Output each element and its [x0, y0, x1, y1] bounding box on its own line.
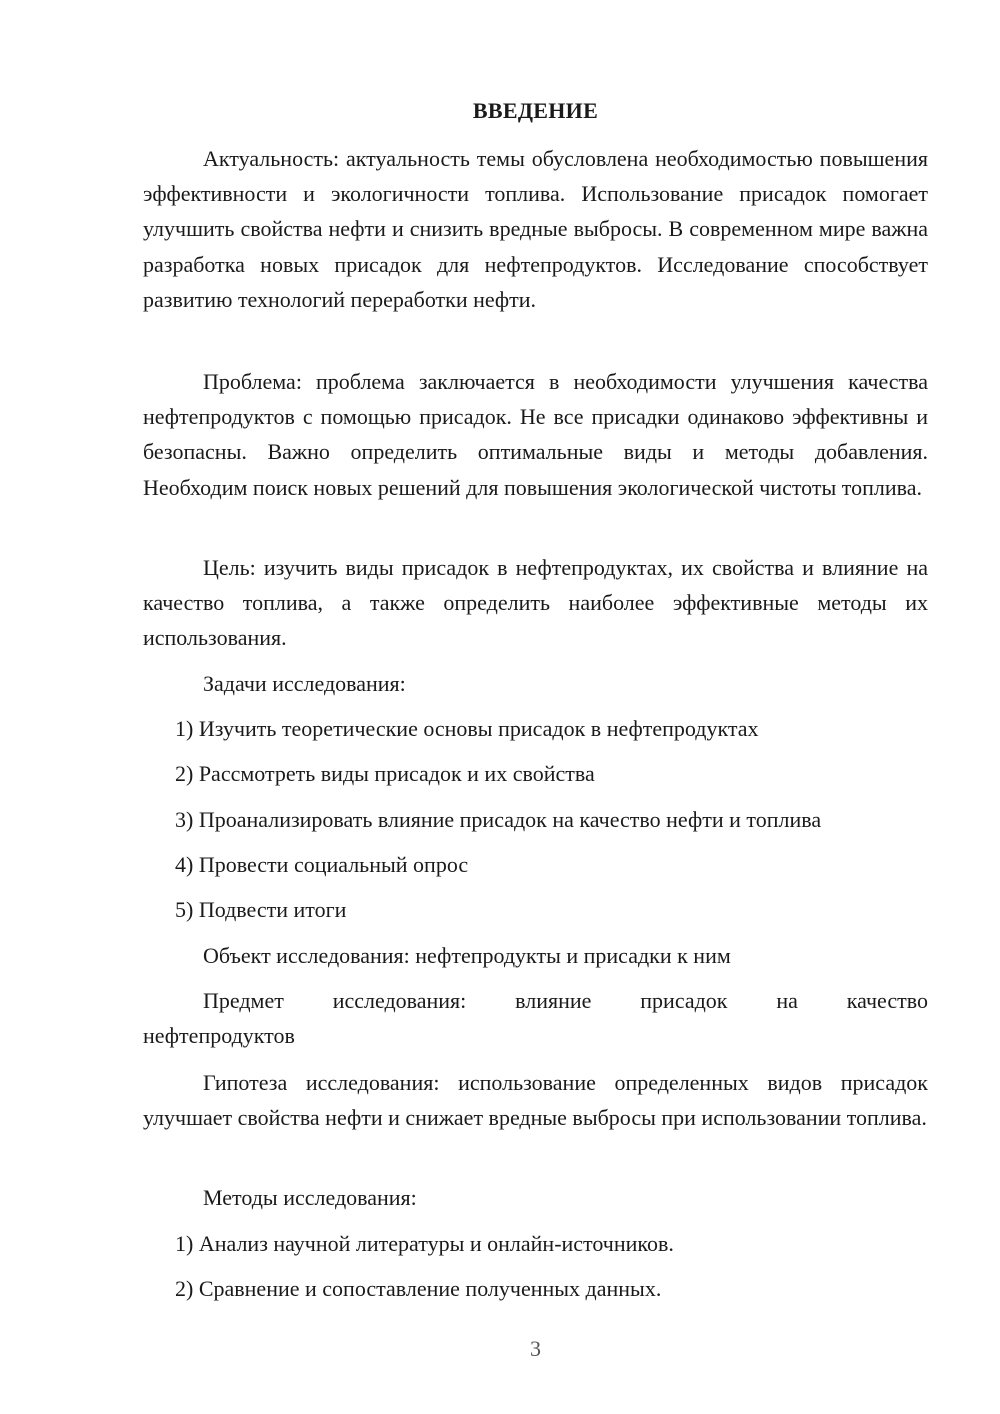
task-item: 2) Рассмотреть виды присадок и их свойства — [175, 761, 595, 786]
task-item: 4) Провести социальный опрос — [175, 852, 469, 877]
method-item: 1) Анализ научной литературы и онлайн-источников. — [175, 1231, 674, 1256]
research-subject-line — [143, 985, 928, 1017]
research-subject-continuation: нефтепродуктов — [143, 1023, 295, 1048]
subject-word: присадок — [640, 988, 728, 1013]
page-title: ВВЕДЕНИЕ — [472, 98, 599, 123]
page-number: 3 — [530, 1336, 541, 1361]
goal-paragraph: Цель: изучить виды присадок в нефтепродуктах, их свойства и влияние на качество топлива, а также определить наиболее эффективные методы их использования. — [143, 555, 928, 651]
methods-heading: Методы исследования: — [203, 1185, 417, 1210]
task-item: 3) Проанализировать влияние присадок на качество нефти и топлива — [175, 807, 822, 832]
task-item: 1) Изучить теоретические основы присадок в нефтепродуктах — [175, 716, 759, 741]
task-item: 5) Подвести итоги — [175, 897, 347, 922]
tasks-heading: Задачи исследования: — [203, 671, 406, 696]
subject-word: Предмет — [203, 988, 284, 1013]
method-item: 2) Сравнение и сопоставление полученных данных. — [175, 1276, 662, 1301]
subject-word: на — [776, 988, 798, 1013]
subject-word: исследования: — [332, 988, 467, 1013]
relevance-paragraph: Актуальность: актуальность темы обусловлена необходимостью повышения эффективности и экологичности топлива. Использование присадок помогает улучшить свойства нефти и снизить вредные выбросы. В современном мире важна разработка новых присадок для нефтепродуктов. Исследование способствует развитию технологий переработки нефти. — [143, 146, 928, 312]
problem-paragraph: Проблема: проблема заключается в необходимости улучшения качества нефтепродуктов с помощью присадок. Не все присадки одинаково эффективны и безопасны. Важно определить оптимальные виды и методы добавления. Необходим поиск новых решений для повышения экологической чистоты топлива. — [143, 369, 928, 500]
document-page — [143, 0, 928, 1414]
subject-word: качество — [846, 988, 928, 1013]
research-object: Объект исследования: нефтепродукты и присадки к ним — [203, 943, 731, 968]
subject-word: влияние — [515, 988, 592, 1013]
hypothesis-paragraph: Гипотеза исследования: использование определенных видов присадок улучшает свойства нефти и снижает вредные выбросы при использовании топлива. — [143, 1070, 928, 1131]
